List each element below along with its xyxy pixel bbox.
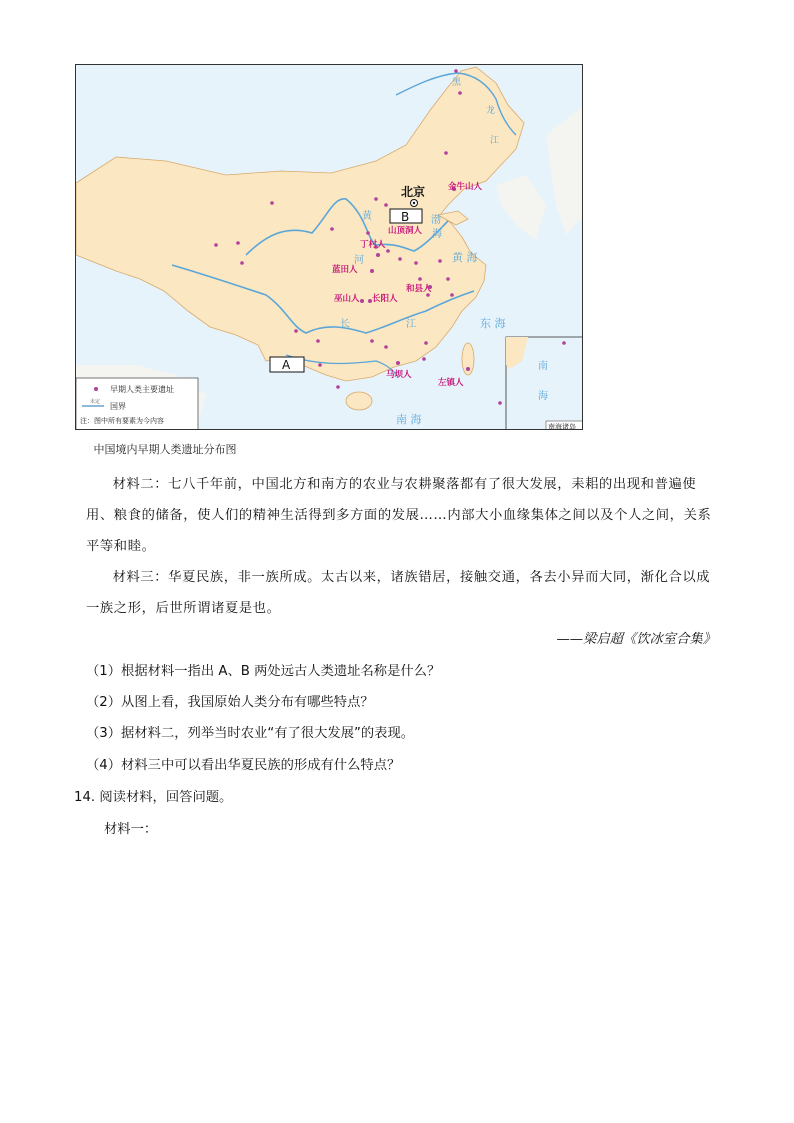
site-dot: [418, 277, 422, 281]
huang-river-label: 黄: [362, 211, 372, 222]
lantian-dot: [370, 269, 374, 273]
question-14-heading: 14. 阅读材料，回答问题。: [74, 790, 233, 805]
dingcun-dot: [376, 253, 380, 257]
site-dot: [398, 257, 402, 261]
heilong-label-1: 黑: [452, 78, 462, 88]
question-3: （3）据材料二，列举当时农业“有了很大发展”的表现。: [86, 726, 415, 741]
question-4: （4）材料三中可以看出华夏民族的形成有什么特点？: [86, 758, 401, 773]
legend-border-mark: 未定: [90, 399, 101, 405]
changyang-label: 长阳人: [372, 294, 398, 304]
chang-river-label: 长: [340, 319, 350, 330]
bohai-hai-label: 海: [432, 229, 442, 240]
heilong-label-3: 江: [490, 136, 500, 146]
question-2: （2）从图上看，我国原始人类分布有哪些特点？: [86, 695, 374, 710]
material-three: 材料三：华夏民族，非一族所成。太古以来，诸族错居，接触交通，各去小异而大同，渐化合以成一族之形，后世所谓诸夏是也。: [86, 570, 711, 616]
site-dot: [562, 341, 566, 345]
hainan-island: [346, 392, 372, 410]
inset-nan-label: 南: [538, 361, 548, 372]
site-distribution-map: [75, 64, 583, 430]
legend-note: 注：图中所有要素为今内容: [80, 417, 164, 425]
site-dot: [450, 293, 454, 297]
site-dot: [424, 341, 428, 345]
site-dot: [318, 363, 322, 367]
jiang-river-label: 江: [406, 319, 416, 330]
site-dot: [454, 69, 458, 73]
site-dot: [446, 277, 450, 281]
site-dot: [438, 259, 442, 263]
box-a-label: A: [282, 358, 291, 372]
site-dot: [386, 249, 390, 253]
map-svg: [76, 65, 583, 430]
material-two: 材料二：七八千年前，中国北方和南方的农业与农耕聚落都有了很大发展，耒耜的出现和普遍使用、粮食的储备，使人们的精神生活得到多方面的发展……内部大小血缘集体之间以及个人之间，关系平等和睦。: [86, 477, 712, 554]
site-dot: [414, 261, 418, 265]
beijing-label: 北京: [401, 185, 426, 199]
legend-border-label: 国界: [110, 402, 126, 411]
site-dot: [366, 231, 370, 235]
he-river-label: 河: [354, 255, 364, 266]
inset-hai-label: 海: [538, 391, 548, 402]
material-source: ——梁启超《饮冰室合集》: [556, 632, 716, 647]
site-dot: [444, 151, 448, 155]
legend-site-symbol: [94, 387, 98, 391]
site-dot: [458, 91, 462, 95]
site-dot: [316, 339, 320, 343]
site-dot: [236, 241, 240, 245]
donghai-label: 东 海: [480, 317, 506, 330]
inset-caption: 南海诸岛: [548, 423, 576, 431]
site-dot: [384, 203, 388, 207]
nanhai-label: 南 海: [396, 413, 422, 426]
site-dot: [374, 197, 378, 201]
dingcun-label: 丁村人: [360, 240, 386, 250]
site-dot: [370, 339, 374, 343]
map-caption: 中国境内早期人类遗址分布图: [93, 443, 237, 456]
site-dot: [422, 357, 426, 361]
site-dot: [240, 261, 244, 265]
hexian-label: 和县人: [406, 284, 432, 294]
site-dot: [336, 385, 340, 389]
site-dot: [294, 329, 298, 333]
jinniushan-label: 金牛山人: [448, 182, 483, 192]
legend-site-label: 早期人类主要遗址: [110, 385, 174, 394]
zuozhen-dot: [466, 367, 470, 371]
site-dot: [214, 243, 218, 247]
box-b-label: B: [401, 210, 410, 224]
wushan-label: 巫山人: [334, 294, 360, 304]
capital-marker-center: [413, 202, 415, 204]
lantian-label: 蓝田人: [332, 265, 358, 275]
site-dot: [270, 201, 274, 205]
huanghai-label: 黄 海: [452, 251, 478, 264]
maba-dot: [396, 361, 400, 365]
question-1: （1）根据材料一指出 A、B 两处远古人类遗址名称是什么？: [86, 664, 441, 679]
material-one-label: 材料一：: [104, 822, 158, 837]
site-dot: [330, 227, 334, 231]
heilong-label-2: 龙: [486, 106, 496, 116]
wushan-dot: [360, 299, 364, 303]
shandingdong-label: 山顶洞人: [388, 226, 423, 236]
site-dot: [384, 345, 388, 349]
bo-label: 渤: [431, 215, 441, 226]
site-dot: [498, 401, 502, 405]
maba-label: 马坝人: [386, 370, 412, 380]
zuozhen-label: 左镇人: [438, 378, 464, 388]
